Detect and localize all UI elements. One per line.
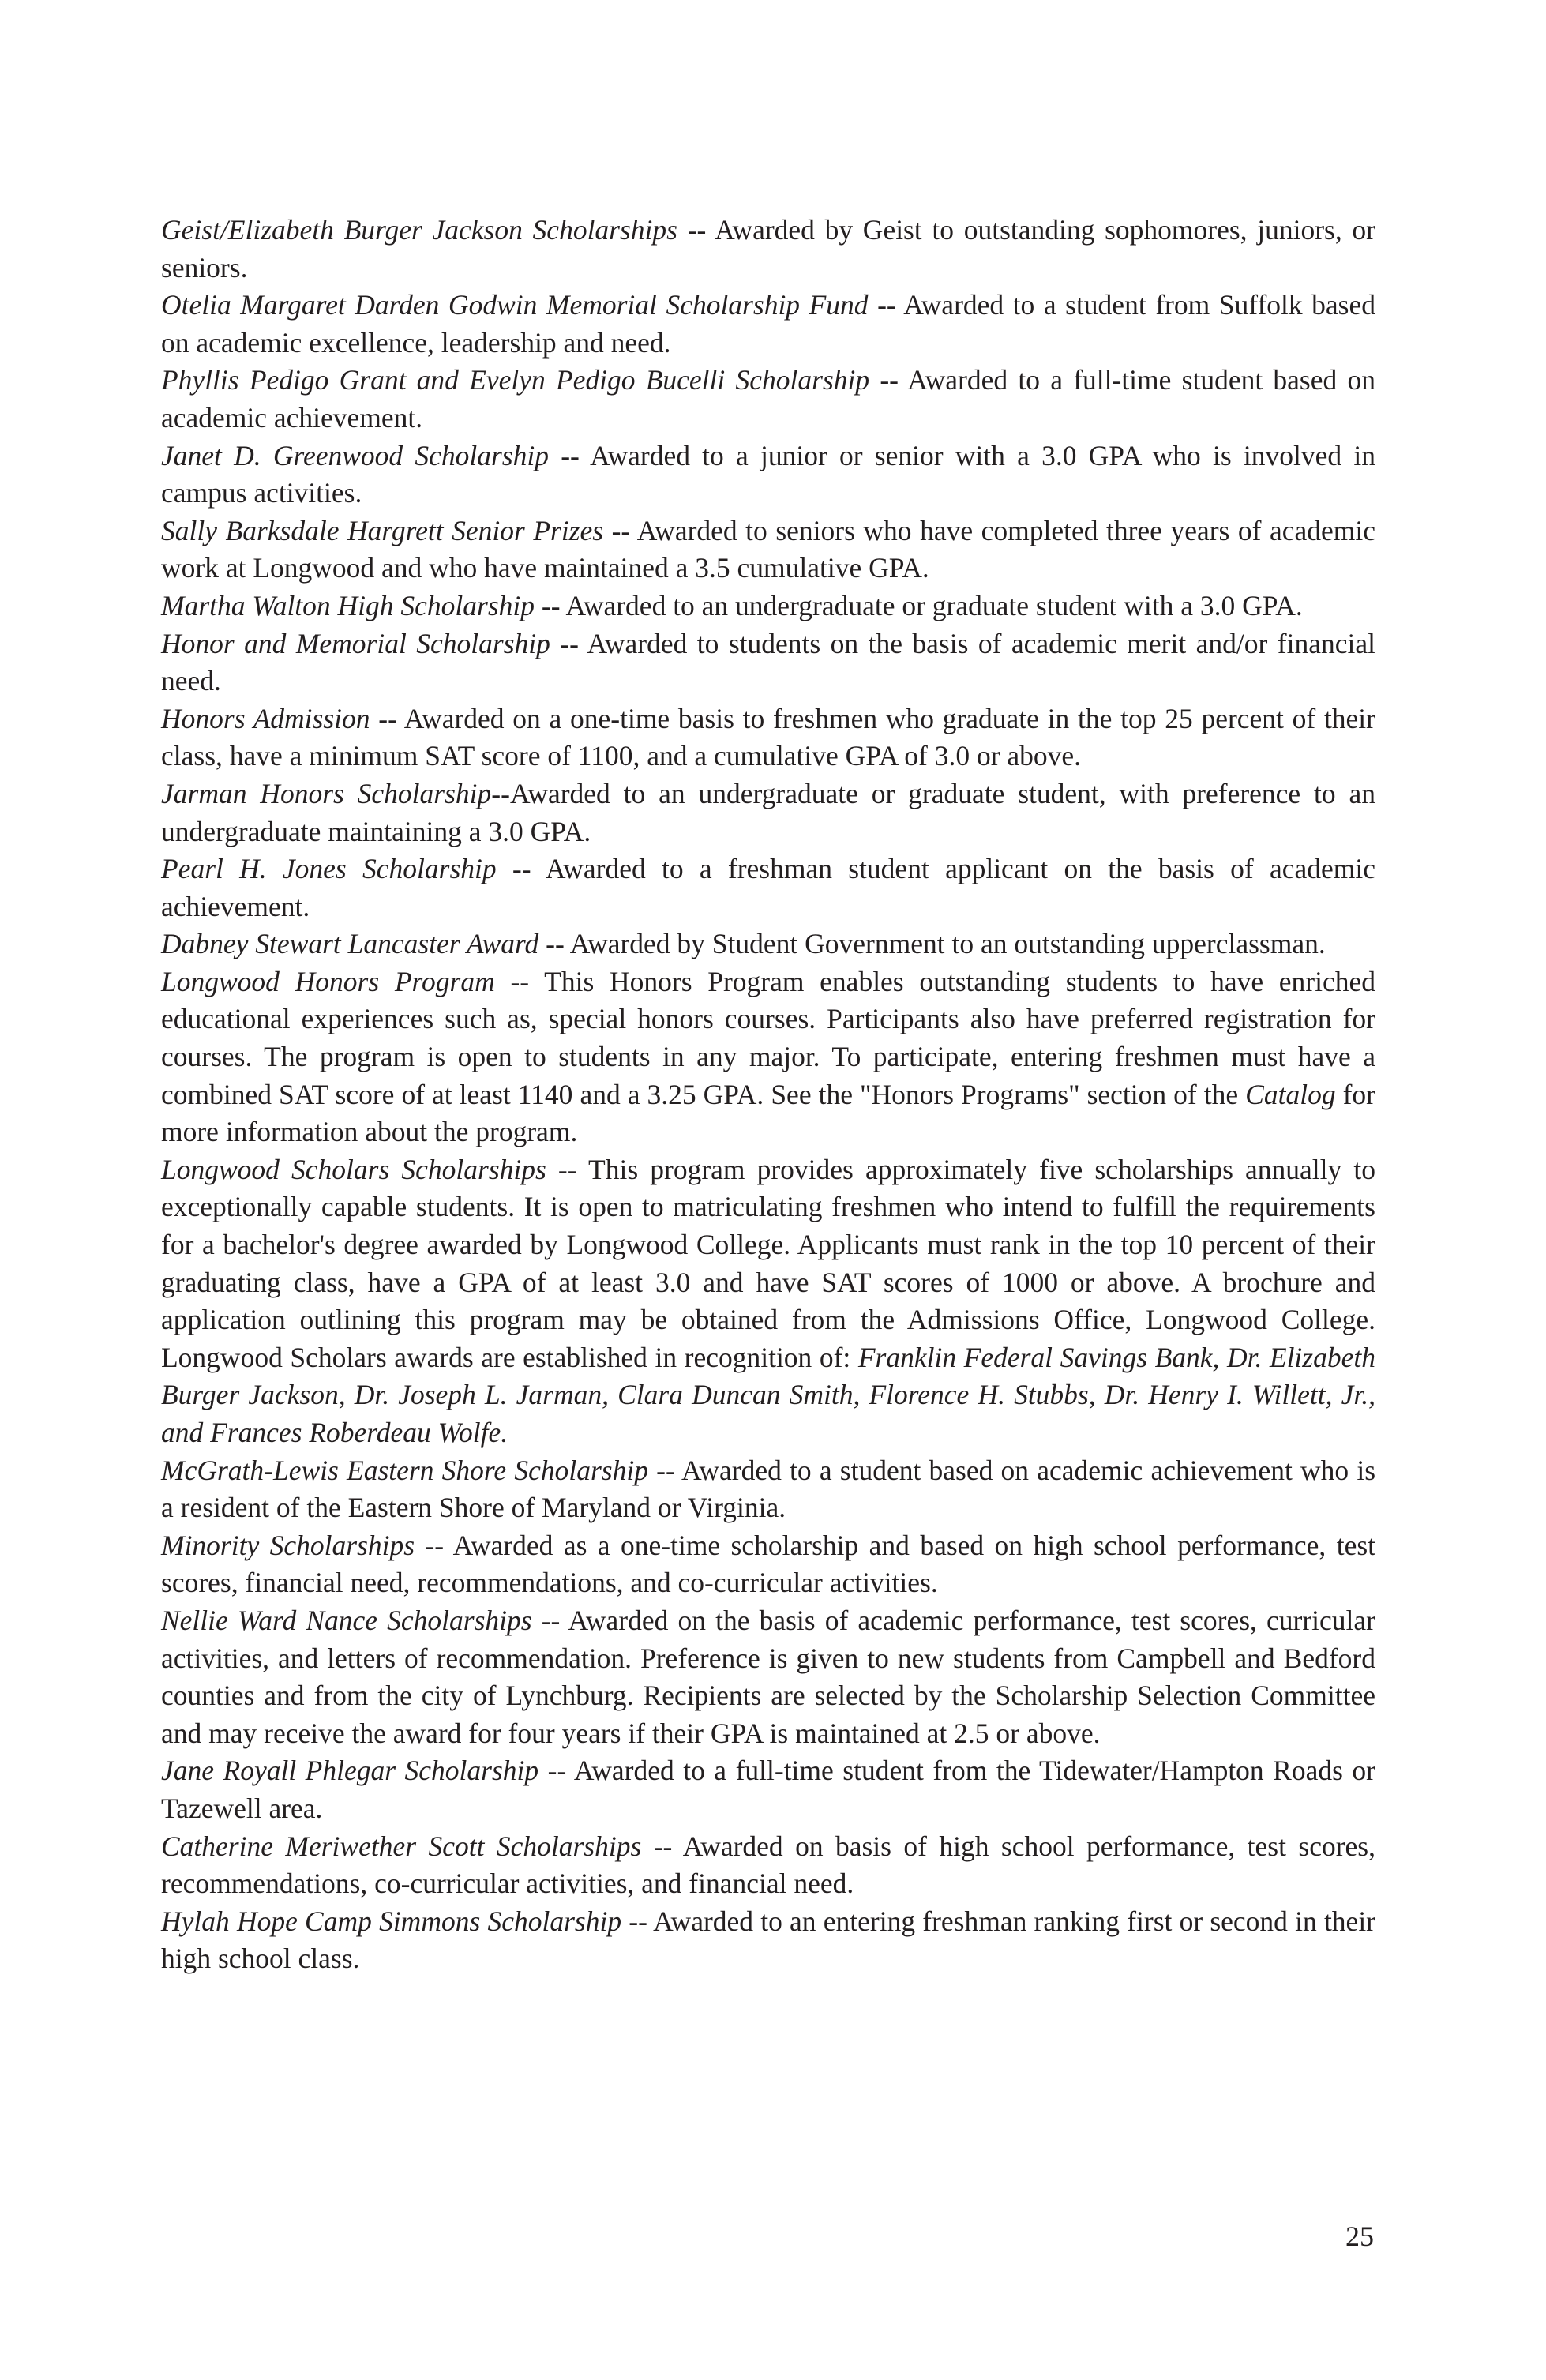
scholarship-title: Janet D. Greenwood Scholarship xyxy=(161,439,549,471)
scholarship-description: -- Awarded on basis of high school performance, test scores, recommendations, co-curricular activities, and financial need. xyxy=(161,1830,1375,1900)
scholarship-description-end: for more information about the program. xyxy=(161,1078,1375,1148)
scholarship-description: -- This Honors Program enables outstanding students to have enriched educational experiences such as, special honors courses. Participants also have preferred registration for courses. The program is open to students in any major. To participate, entering freshmen must have a combined SAT score of at least 1140 and a 3.25 GPA. See the "Honors Programs" section of the xyxy=(161,965,1376,1110)
scholarship-entry xyxy=(161,1527,1375,1602)
scholarship-entry xyxy=(161,1752,1375,1827)
scholarship-description: -- Awarded by Geist to outstanding sophomores, juniors, or seniors. xyxy=(161,214,1375,283)
scholarship-entry xyxy=(161,1452,1375,1527)
scholarship-title: Minority Scholarships xyxy=(161,1529,415,1561)
scholarship-title: Martha Walton High Scholarship xyxy=(161,589,535,621)
scholarship-description: -- Awarded to an entering freshman ranking first or second in their high school class. xyxy=(161,1905,1376,1975)
scholarship-title: Pearl H. Jones Scholarship xyxy=(161,853,497,885)
scholarship-entry xyxy=(161,587,1375,625)
scholarship-description: -- This program provides approximately five scholarships annually to exceptionally capable students. It is open to matriculating freshmen who intend to fulfill the requirements for a bachelor's degree awarded by Longwood College. Applicants must rank in the top 10 percent of their graduating class, have a GPA of at least 3.0 and have SAT scores of 1000 or above. A brochure and application outlining this program may be obtained from the Admissions Office, Longwood College. Longwood Scholars awards are established in recognition of: xyxy=(161,1153,1375,1373)
scholarship-description: -- Awarded to a full-time student based on academic achievement. xyxy=(161,364,1375,434)
scholarship-description: -- Awarded on a one-time basis to freshmen who graduate in the top 25 percent of their class, have a minimum SAT score of 1100, and a cumulative GPA of 3.0 or above. xyxy=(161,702,1375,772)
scholarship-title: Honor and Memorial Scholarship xyxy=(161,627,550,659)
scholarship-entry xyxy=(161,625,1375,700)
recognition-names: Franklin Federal Savings Bank, Dr. Elizabeth Burger Jackson, Dr. Joseph L. Jarman, Clara Duncan Smith, Florence H. Stubbs, Dr. Henry I. Willett, Jr., and Frances Roberdeau Wolfe. xyxy=(161,1341,1375,1448)
scholarship-description: -- Awarded by Student Government to an outstanding upperclassman. xyxy=(538,928,1326,960)
scholarship-entry xyxy=(161,437,1375,512)
scholarship-title: Otelia Margaret Darden Godwin Memorial Scholarship Fund xyxy=(161,289,869,321)
scholarship-title: Geist/Elizabeth Burger Jackson Scholarships xyxy=(161,214,677,246)
scholarship-description: -- Awarded to an undergraduate or graduate student with a 3.0 GPA. xyxy=(535,589,1303,621)
scholarship-title: Sally Barksdale Hargrett Senior Prizes xyxy=(161,514,604,546)
scholarship-title: Longwood Honors Program xyxy=(161,965,495,997)
scholarship-title: Hylah Hope Camp Simmons Scholarship xyxy=(161,1905,622,1937)
scholarship-entry xyxy=(161,287,1375,362)
scholarship-list xyxy=(161,212,1375,1978)
scholarship-entry xyxy=(161,1903,1375,1978)
scholarship-entry xyxy=(161,925,1375,963)
page-number: 25 xyxy=(1345,2220,1374,2252)
scholarship-title: Nellie Ward Nance Scholarships xyxy=(161,1604,532,1636)
scholarship-entry xyxy=(161,1602,1375,1752)
scholarship-entry xyxy=(161,775,1375,850)
scholarship-entry xyxy=(161,963,1375,1151)
scholarship-title: Dabney Stewart Lancaster Award xyxy=(161,928,539,960)
scholarship-description: -- Awarded to a junior or senior with a 3.0 GPA who is involved in campus activities. xyxy=(161,439,1375,509)
scholarship-entry xyxy=(161,1151,1375,1452)
scholarship-description: -- Awarded to a full-time student from the Tidewater/Hampton Roads or Tazewell area. xyxy=(161,1755,1375,1824)
scholarship-entry xyxy=(161,362,1375,437)
scholarship-description: -- Awarded as a one-time scholarship and based on high school performance, test scores, financial need, recommendations, and co-curricular activities. xyxy=(161,1529,1375,1599)
scholarship-entry xyxy=(161,850,1375,925)
scholarship-entry xyxy=(161,1828,1375,1903)
scholarship-description: -- Awarded to a student based on academic achievement who is a resident of the Eastern Shore of Maryland or Virginia. xyxy=(161,1454,1376,1524)
scholarship-title: Honors Admission xyxy=(161,702,370,734)
scholarship-description: -- Awarded to a freshman student applicant on the basis of academic achievement. xyxy=(161,853,1375,922)
scholarship-entry xyxy=(161,512,1375,587)
scholarship-title: Catherine Meriwether Scott Scholarships xyxy=(161,1830,642,1862)
scholarship-description: -- Awarded on the basis of academic performance, test scores, curricular activities, and letters of recommendation. Preference is given to new students from Campbell and Bedford counties and from the city of Lynchburg. Recipients are selected by the Scholarship Selection Committee and may receive the award for four years if their GPA is maintained at 2.5 or above. xyxy=(161,1604,1375,1749)
scholarship-entry xyxy=(161,700,1375,775)
scholarship-title: Jane Royall Phlegar Scholarship xyxy=(161,1755,539,1787)
catalog-reference: Catalog xyxy=(1245,1078,1336,1110)
scholarship-description: -- Awarded to a student from Suffolk based on academic excellence, leadership and need. xyxy=(161,289,1375,359)
scholarship-title: Longwood Scholars Scholarships xyxy=(161,1153,546,1185)
scholarship-entry xyxy=(161,212,1375,287)
scholarship-description: --Awarded to an undergraduate or graduate student, with preference to an undergraduate maintaining a 3.0 GPA. xyxy=(161,777,1375,847)
scholarship-title: Phyllis Pedigo Grant and Evelyn Pedigo Bucelli Scholarship xyxy=(161,364,870,396)
scholarship-title: Jarman Honors Scholarship xyxy=(161,777,492,809)
scholarship-description: -- Awarded to seniors who have completed three years of academic work at Longwood and who have maintained a 3.5 cumulative GPA. xyxy=(161,514,1375,584)
scholarship-title: McGrath-Lewis Eastern Shore Scholarship xyxy=(161,1454,648,1486)
scholarship-description: -- Awarded to students on the basis of academic merit and/or financial need. xyxy=(161,627,1375,697)
